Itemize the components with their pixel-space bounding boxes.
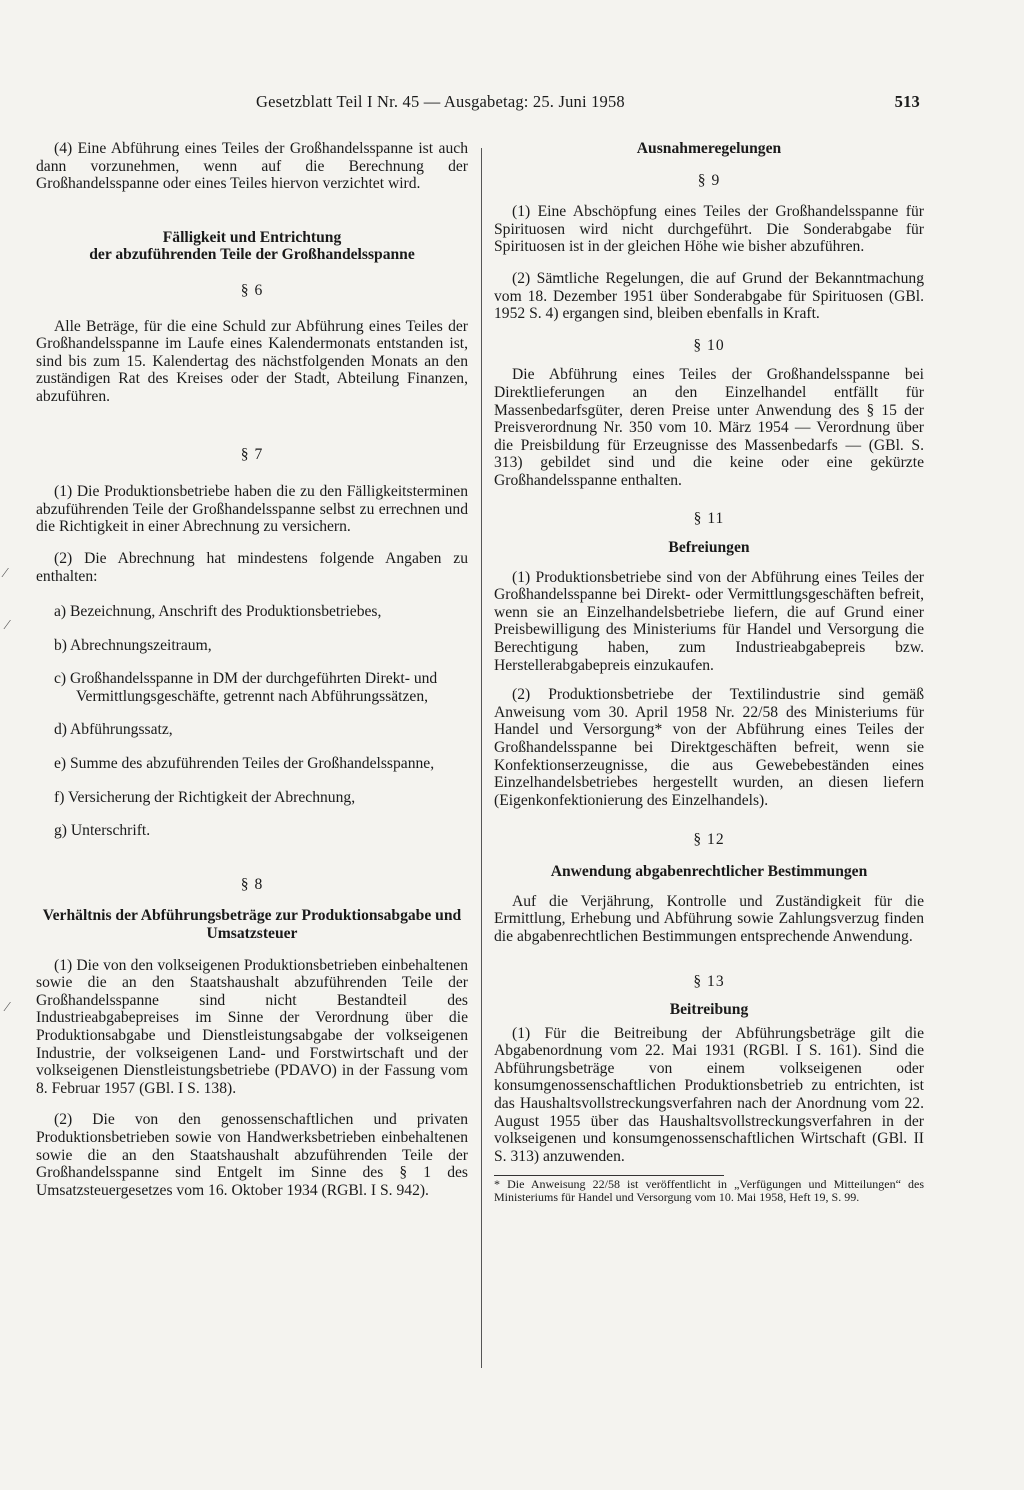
section-8-paragraph-2: (2) Die von den genossenschaftlichen und privaten Produktionsbetrieben sowie von Handwerksbetrieben einbehaltenen sowie die an den Staatshaushalt abzuführenden Teile der Großhandelsspanne sind Entgelt im Sinne des § 1 des Umsatzsteuergesetzes vom 16. Oktober 1934 (RGBl. I S. 942). xyxy=(36,1111,468,1199)
left-column xyxy=(36,140,468,1199)
paragraph-4: (4) Eine Abführung eines Teiles der Großhandelsspanne ist auch dann vorzunehmen, wenn auf die Berechnung der Großhandelsspanne oder eines Teiles hiervon verzichtet wird. xyxy=(36,140,468,193)
section-7-paragraph-1: (1) Die Produktionsbetriebe haben die zu den Fälligkeitsterminen abzuführenden Teile der Großhandelsspanne selbst zu errechnen und die Richtigkeit in einer Abrechnung zu versichern. xyxy=(36,483,468,536)
heading-ausnahmeregelungen: Ausnahmeregelungen xyxy=(636,140,782,157)
heading-faelligkeit-line2: der abzuführenden Teile der Großhandelsspanne xyxy=(89,246,415,264)
margin-mark: ⁄ xyxy=(4,566,7,581)
list-item: b) Abrechnungszeitraum, xyxy=(54,636,212,654)
section-10-text: Die Abführung eines Teiles der Großhandelsspanne bei Direktlieferungen an den Einzelhandel entfällt für Massenbedarfsgüter, deren Preise unter Anwendung des § 15 der Preisverordnung Nr. 350 vom 10. März 1954 — Verordnung über die Preisbildung für Erzeugnisse des Massenbedarfs — (GBl. S. 313) gebildet sind und die keine oder eine gekürzte Großhandelsspanne enthalten. xyxy=(494,366,924,489)
margin-mark: ⁄ xyxy=(6,1000,9,1015)
section-11-paragraph-2: (2) Produktionsbetriebe der Textilindustrie sind gemäß Anweisung vom 30. April 1958 Nr. 22/58 des Ministeriums für Handel und Versorgung* von der Abführung eines Teiles der Großhandelsspanne bei Direktgeschäften befreit, wenn sie Konfektionserzeugnisse, die aus Gewebebeständen eines Einzelhandelsbetriebes hergestellt wurden, an diesen liefern (Eigenkonfektionierung des Einzelhandels). xyxy=(494,686,924,809)
section-11-title: § 11 xyxy=(693,509,725,527)
list-item: c) Großhandelsspanne in DM der durchgeführten Direkt- und Vermittlungsgeschäfte, getrennt nach Abführungssätzen, xyxy=(54,670,438,705)
heading-anwendung: Anwendung abgabenrechtlicher Bestimmungen xyxy=(550,863,868,880)
margin-mark: ⁄ xyxy=(6,618,9,633)
list-item: g) Unterschrift. xyxy=(54,822,151,840)
page-number: 513 xyxy=(894,92,920,111)
section-7-paragraph-2: (2) Die Abrechnung hat mindestens folgende Angaben zu enthalten: xyxy=(36,549,468,585)
footnote-rule xyxy=(494,1175,724,1176)
section-6-text: Alle Beträge, für die eine Schuld zur Abführung eines Teiles der Großhandelsspanne im Laufe eines Kalendermonats entstanden ist, sind bis zum 15. Kalendertag des nächstfolgenden Monats an den zuständigen Rat des Kreises oder der Stadt, Abteilung Finanzen, abzuführen. xyxy=(36,317,468,405)
heading-verhaeltnis: Verhältnis der Abführungsbeträge zur Produktionsabgabe und Umsatzsteuer xyxy=(42,907,462,943)
heading-beitreibung: Beitreibung xyxy=(669,1000,749,1018)
section-9-paragraph-1: (1) Eine Abschöpfung eines Teiles der Großhandelsspanne für Spirituosen wird nicht durchgeführt. Die Sonderabgabe für Spirituosen ist in der gleichen Höhe wie bisher abzuführen. xyxy=(494,203,924,256)
section-7-title: § 7 xyxy=(240,445,264,463)
section-9-title: § 9 xyxy=(697,171,721,189)
section-13-text: (1) Für die Beitreibung der Abführungsbeträge gilt die Abgabenordnung vom 22. Mai 1931 (RGBl. I S. 161). Sind die Abführungsbeträge von einem volkseigenen oder konsumgenossenschaftlichen Produktionsbetrieb zu entrichten, ist das Haushaltsvollstreckungsverfahren nach der Anordnung vom 22. August 1955 über das Haushaltsvollstreckungsverfahren in der volkseigenen und konsumgenossenschaftlichen Wirtschaft (GBl. II S. 313) anzuwenden. xyxy=(494,1024,924,1165)
list-item: e) Summe des abzuführenden Teiles der Großhandelsspanne, xyxy=(54,755,435,773)
list-item: d) Abführungssatz, xyxy=(54,721,173,739)
section-13-title: § 13 xyxy=(693,973,725,991)
section-12-text: Auf die Verjährung, Kontrolle und Zuständigkeit für die Ermittlung, Erhebung und Abführung sowie Zahlungsverzug finden die abgabenrechtlichen Bestimmungen entsprechende Anwendung. xyxy=(494,892,924,945)
section-10-title: § 10 xyxy=(693,336,725,354)
section-9-paragraph-2: (2) Sämtliche Regelungen, die auf Grund der Bekanntmachung vom 18. Dezember 1951 über Sonderabgabe für Spirituosen (GBl. 1952 S. 4) ergangen sind, bleiben ebenfalls in Kraft. xyxy=(494,269,924,323)
section-6-title: § 6 xyxy=(240,281,264,299)
section-8-paragraph-1: (1) Die von den volkseigenen Produktionsbetrieben einbehaltenen sowie die an den Staatshaushalt abzuführenden Teile der Großhandelsspanne sind nicht Bestandteil des Industrieabgabepreises im Sinne der Verordnung über die Produktionsabgabe und Dienstleistungsabgabe der volkseigenen Industrie, der volkseigenen Land- und Forstwirtschaft und der volkseigenen Dienstleistungsbetriebe (PDAVO) in der Fassung vom 8. Februar 1957 (GBl. I S. 138). xyxy=(36,956,468,1097)
heading-faelligkeit-line1: Fälligkeit und Entrichtung xyxy=(162,228,342,246)
section-12-title: § 12 xyxy=(693,831,725,849)
header-title: Gesetzblatt Teil I Nr. 45 — Ausgabetag: 25. Juni 1958 xyxy=(256,92,625,111)
section-11-paragraph-1: (1) Produktionsbetriebe sind von der Abführung eines Teiles der Großhandelsspanne bei Direkt- oder Vermittlungsgeschäften befreit, wenn sie an Einzelhandelsbetriebe liefern, die auf Grund einer Preisbewilligung des Ministeriums für Handel und Versorgung die Berechtigung haben, zum Industrieabgabepreis bzw. Herstellerabgabepreis einzukaufen. xyxy=(494,568,924,674)
right-column xyxy=(494,140,924,1204)
footnote: * Die Anweisung 22/58 ist veröffentlicht in „Verfügungen und Mitteilungen“ des Ministeriums für Handel und Versorgung vom 10. Mai 1958, Heft 19, S. 99. xyxy=(494,1177,924,1205)
section-8-title: § 8 xyxy=(240,875,264,893)
heading-befreiungen: Befreiungen xyxy=(668,539,750,557)
list-item: f) Versicherung der Richtigkeit der Abrechnung, xyxy=(54,788,356,806)
column-divider xyxy=(481,148,482,1368)
list-item: a) Bezeichnung, Anschrift des Produktionsbetriebes, xyxy=(54,603,382,621)
